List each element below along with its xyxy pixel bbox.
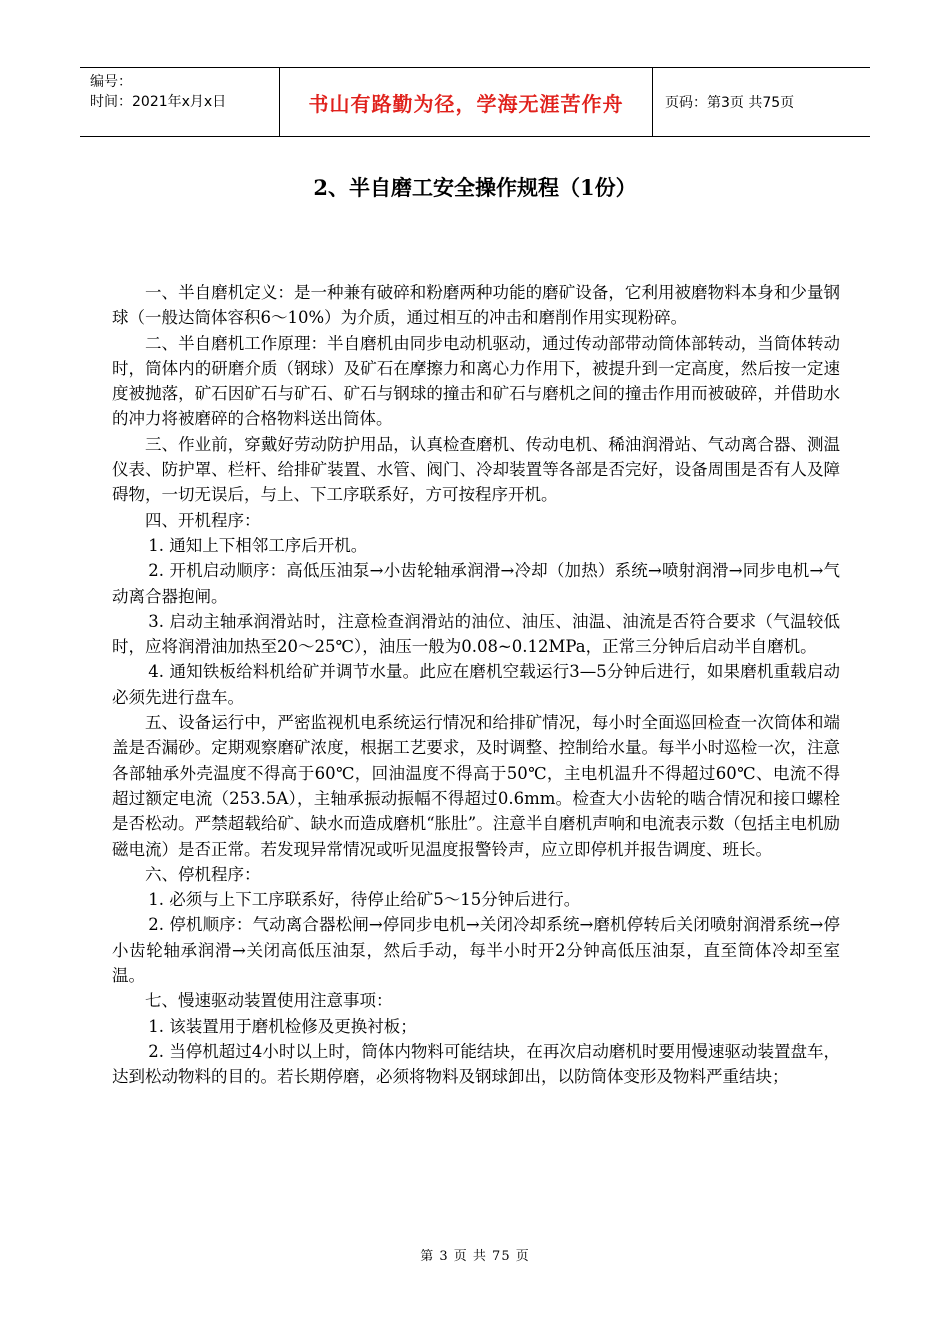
section-heading-shutdown: 六、停机程序： <box>145 864 261 884</box>
document-body <box>112 280 840 1090</box>
document-number-label: 编号： <box>90 74 132 90</box>
paragraph-operation: 五、设备运行中，严密监视机电系统运行情况和给排矿情况，每小时全面巡回检查一次筒体和端盖是否漏砂。定期观察磨矿浓度，根据工艺要求，及时调整、控制给水量。每半小时巡检一次，注意各部轴承外壳温度不得高于60℃，回油温度不得高于50℃，主电机温升不得超过60℃、电流不得超过额定电流（253.5A），主轴承振动振幅不得超过0.6mm。检查大小齿轮的啮合情况和接口螺栓是否松动。严禁超载给矿、缺水而造成磨机“胀肚”。注意半自磨机声响和电流表示数（包括主电机励磁电流）是否正常。若发现异常情况或听见温度报警铃声，应立即停机并报告调度、班长。 <box>112 713 840 859</box>
list-item: 1. 该装置用于磨机检修及更换衬板； <box>148 1016 417 1036</box>
document-title: 2、半自磨工安全操作规程（1份） <box>313 175 637 200</box>
list-item: 1. 必须与上下工序联系好，待停止给矿5～15分钟后进行。 <box>148 890 581 910</box>
list-item: 1. 通知上下相邻工序后开机。 <box>148 535 368 555</box>
list-item: 2. 当停机超过4小时以上时，筒体内物料可能结块，在再次启动磨机时要用慢速驱动装置盘车，达到松动物料的目的。若长期停磨，必须将物料及钢球卸出，以防筒体变形及物料严重结块； <box>112 1041 840 1087</box>
page-footer: 第 3 页 共 75 页 <box>420 1249 530 1264</box>
list-item: 2. 开机启动顺序：高低压油泵→小齿轮轴承润滑→冷却（加热）系统→喷射润滑→同步电机→气动离合器抱闸。 <box>112 561 840 606</box>
section-heading-startup: 四、开机程序： <box>145 510 261 530</box>
paragraph-definition: 一、半自磨机定义：是一种兼有破碎和粉磨两种功能的磨矿设备，它利用被磨物料本身和少量钢球（一般达筒体容积6～10%）为介质，通过相互的冲击和磨削作用实现粉碎。 <box>112 283 840 328</box>
page-header <box>80 67 870 137</box>
header-motto: 书山有路勤为径，学海无涯苦作舟 <box>280 68 653 136</box>
document-date: 时间：2021年x月x日 <box>90 94 227 110</box>
header-meta <box>80 68 280 136</box>
paragraph-pre-operation: 三、作业前，穿戴好劳动防护用品，认真检查磨机、传动电机、稀油润滑站、气动离合器、测温仪表、防护罩、栏杆、给排矿装置、水管、阀门、冷却装置等各部是否完好，设备周围是否有人及障碍物，一切无误后，与上、下工序联系好，方可按程序开机。 <box>112 434 840 505</box>
list-item: 3. 启动主轴承润滑站时，注意检查润滑站的油位、油压、油温、油流是否符合要求（气温较低时，应将润滑油加热至20～25℃），油压一般为0.08~0.12MPa，正常三分钟后启动半自磨机。 <box>112 611 840 657</box>
section-heading-slow-drive: 七、慢速驱动装置使用注意事项： <box>145 991 393 1011</box>
paragraph-principle: 二、半自磨机工作原理：半自磨机由同步电动机驱动，通过传动部带动筒体部转动，当筒体转动时，筒体内的研磨介质（钢球）及矿石在摩擦力和离心力作用下，被提升到一定高度，然后按一定速度被抛落，矿石因矿石与矿石、矿石与钢球的撞击和矿石与磨机之间的撞击作用而被破碎，并借助水的冲力将被磨碎的合格物料送出筒体。 <box>112 333 840 429</box>
list-item: 2. 停机顺序：气动离合器松闸→停同步电机→关闭冷却系统→磨机停转后关闭喷射润滑系统→停小齿轮轴承润滑→关闭高低压油泵，然后手动，每半小时开2分钟高低压油泵，直至筒体冷却至室温。 <box>112 915 840 986</box>
list-item: 4. 通知铁板给料机给矿并调节水量。此应在磨机空载运行3—5分钟后进行，如果磨机重载启动必须先进行盘车。 <box>112 662 840 707</box>
header-page-info: 页码：第3页 共75页 <box>665 95 795 111</box>
